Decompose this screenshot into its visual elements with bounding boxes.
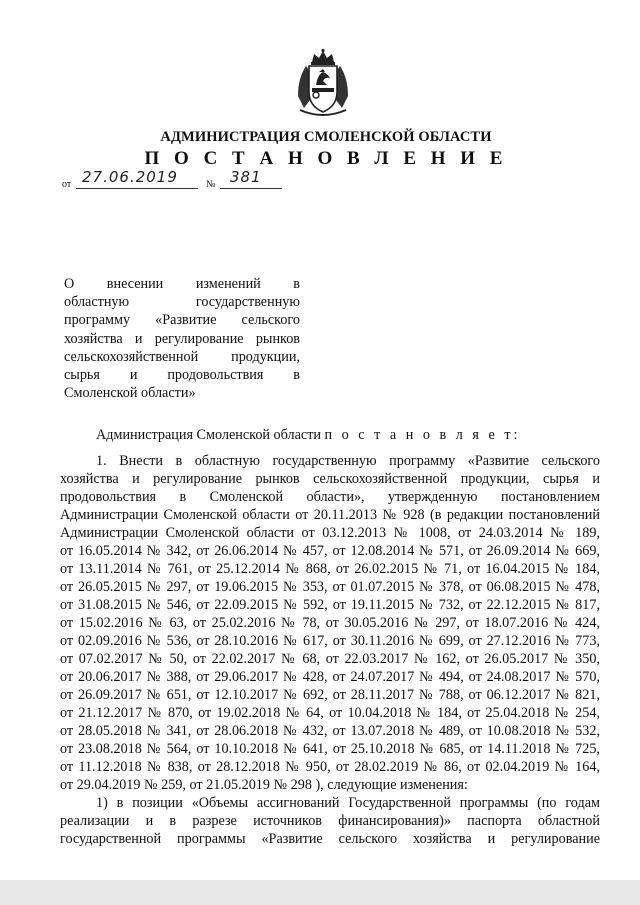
paragraph-line: Администрации Смоленской области от 20.11.2013 № 928 (в редакции постановлений [60,507,600,523]
handwritten-number: 381 [230,168,262,186]
intro-text: Администрация Смоленской области [96,427,321,443]
coat-of-arms-icon [292,48,354,118]
subject-line: Смоленской области» [64,385,196,402]
paragraph-line: от 26.09.2017 № 651, от 12.10.2017 № 692, от 28.11.2017 № 788, от 06.12.2017 № 821, [60,687,600,703]
subject-line: сырья и продовольствия в [64,367,300,384]
subject-line: сельскохозяйственной продукции, [64,348,300,365]
subject-line: программу «Развитие сельского [64,312,300,329]
date-underline [76,188,198,189]
number-prefix: № [206,179,216,190]
paragraph-line: от 28.05.2018 № 341, от 28.06.2018 № 432, от 13.07.2018 № 489, от 10.08.2018 № 532, [60,723,600,739]
paragraph-line: продовольствия в Смоленской области», утвержденную постановлением [60,489,600,505]
number-underline [220,188,282,189]
paragraph-line: от 23.08.2018 № 564, от 10.10.2018 № 641, от 25.10.2018 № 685, от 14.11.2018 № 725, [60,741,600,757]
document-type-title: П О С Т А Н О В Л Е Н И Е [144,148,508,169]
paragraph-line: от 07.02.2017 № 50, от 22.02.2017 № 68, от 22.03.2017 № 162, от 26.05.2017 № 350, [60,651,600,667]
organization-title: АДМИНИСТРАЦИЯ СМОЛЕНСКОЙ ОБЛАСТИ [160,129,492,145]
paragraph-line: от 31.08.2015 № 546, от 22.09.2015 № 592, от 19.11.2015 № 732, от 22.12.2015 № 817, [60,597,600,613]
paragraph-line: Администрации Смоленской области от 03.12.2013 № 1008, от 24.03.2014 № 189, [60,525,600,541]
paragraph-line: реализации и в разрезе источников финансирования)» паспорта областной [60,813,600,829]
subject-line: хозяйства и регулирование рынков [64,330,300,347]
paragraph-line: 1) в позиции «Объемы ассигнований Государственной программы (по годам [96,795,600,811]
paragraph-line: 1. Внести в областную государственную программу «Развитие сельского [96,453,600,469]
paragraph-line: хозяйства и регулирование рынков сельскохозяйственной продукции, сырья и [60,471,600,487]
resolution-intro [60,426,600,444]
paragraph-line: от 15.02.2016 № 63, от 25.02.2016 № 78, от 30.05.2016 № 297, от 18.07.2016 № 424, [60,615,600,631]
paragraph-line: от 20.06.2017 № 388, от 29.06.2017 № 428, от 24.07.2017 № 494, от 24.08.2017 № 570, [60,669,600,685]
resolves-word: п о с т а н о в л я е т: [324,427,521,443]
paragraph-line: от 26.05.2015 № 297, от 19.06.2015 № 353, от 01.07.2015 № 378, от 06.08.2015 № 478, [60,579,600,595]
document-subject [64,275,300,402]
paragraph-line: от 13.11.2014 № 761, от 25.12.2014 № 868, от 26.02.2015 № 71, от 16.04.2015 № 184, [60,561,600,577]
subject-line: областную государственную [64,294,300,311]
paragraph-line: от 29.04.2019 № 259, от 21.05.2019 № 298 ), следующие изменения: [60,777,468,793]
paragraph-line: от 21.12.2017 № 870, от 19.02.2018 № 64, от 10.04.2018 № 184, от 25.04.2018 № 254, [60,705,600,721]
handwritten-date: 27.06.2019 [82,168,178,186]
paragraph-line: от 11.12.2018 № 838, от 28.12.2018 № 950, от 28.02.2019 № 86, от 02.04.2019 № 164, [60,759,600,775]
paragraph-line: от 16.05.2014 № 342, от 26.06.2014 № 457, от 12.08.2014 № 571, от 26.09.2014 № 669, [60,543,600,559]
scan-bottom-strip [0,880,640,905]
date-prefix: от [62,179,72,190]
paragraph-line: государственной программы «Развитие сельского хозяйства и регулирование [60,831,600,847]
subject-line: О внесении изменений в [64,276,300,292]
paragraph-line: от 02.09.2016 № 536, от 28.10.2016 № 617, от 30.11.2016 № 699, от 27.12.2016 № 773, [60,633,600,649]
document-body [60,426,600,848]
